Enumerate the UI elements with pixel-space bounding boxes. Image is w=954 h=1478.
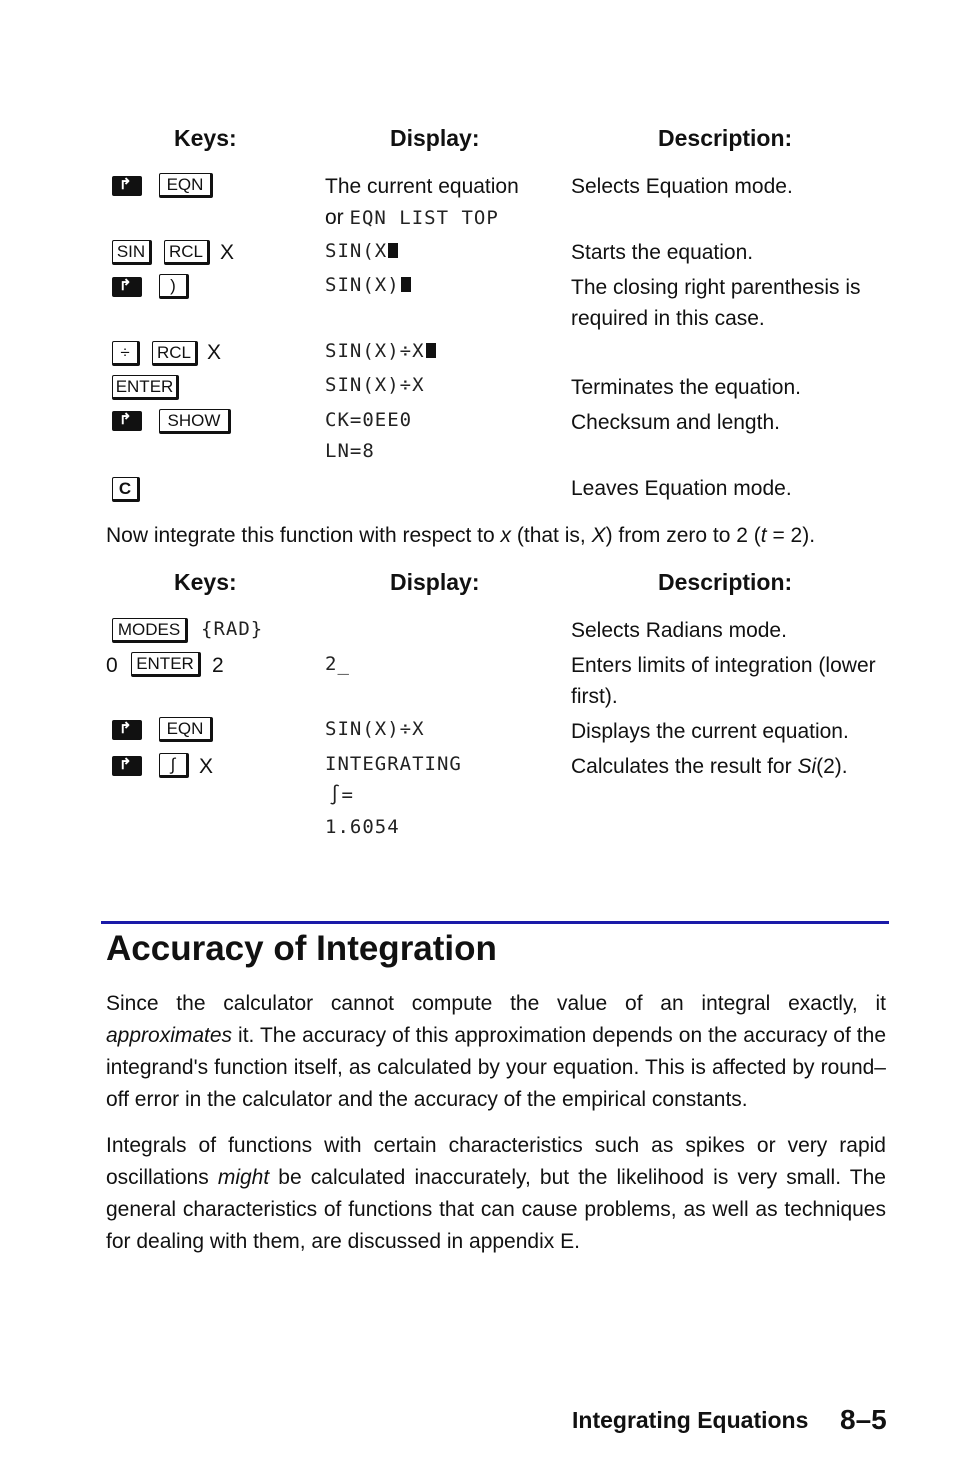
- lcd-display: SIN(X): [325, 270, 411, 301]
- description: Terminates the equation.: [571, 376, 801, 399]
- key-suffix: X: [199, 755, 214, 778]
- table1-header-display: Display:: [390, 125, 480, 151]
- description: Checksum and length.: [571, 411, 780, 434]
- description: Displays the current equation.: [571, 720, 849, 743]
- eqn-key: EQN: [159, 717, 213, 742]
- description: Selects Equation mode.: [571, 175, 793, 198]
- key-suffix: 2: [212, 654, 224, 677]
- section-rule: [101, 921, 889, 924]
- lcd-display: ∫=: [329, 784, 354, 806]
- key-suffix: X: [207, 341, 222, 364]
- cursor-icon: [388, 243, 398, 258]
- eqn-key: EQN: [159, 173, 213, 198]
- table1-header-description: Description:: [658, 125, 793, 151]
- rcl-key: RCL: [164, 240, 210, 265]
- show-key: SHOW: [159, 409, 231, 434]
- table2-header-description: Description:: [658, 569, 793, 595]
- enter-key: ENTER: [112, 375, 179, 400]
- modes-key: MODES: [112, 618, 188, 643]
- lcd-display: SIN(X)÷X: [325, 336, 436, 367]
- divide-key: ÷: [112, 341, 140, 366]
- footer-chapter: Integrating Equations: [572, 1407, 809, 1433]
- description: Enters limits of integration (lower: [571, 654, 876, 677]
- lcd-display: SIN(X: [325, 236, 398, 267]
- display-text-or: or EQN LIST TOP: [325, 206, 499, 229]
- description: first).: [571, 685, 618, 708]
- paragraph: Since the calculator cannot compute the value of an integral exactly, it approximates it. The accuracy of this approximation depends on the accuracy of the integrand's function itself, as calculated by your equation. This is affected by round–off error in the calculator and the accuracy of the empirical constants.: [106, 992, 886, 1111]
- right-paren-key: ): [159, 274, 189, 299]
- lcd-display: LN=8: [325, 440, 375, 462]
- cursor-icon: [401, 277, 411, 292]
- enter-key: ENTER: [131, 652, 201, 677]
- table2-header-display: Display:: [390, 569, 480, 595]
- lcd-display: SIN(X)÷X: [325, 374, 425, 396]
- lcd-display: 2_: [325, 653, 350, 675]
- cursor-icon: [426, 343, 436, 358]
- table1-header-keys: Keys:: [174, 125, 237, 151]
- lcd-display: INTEGRATING: [325, 753, 462, 775]
- lcd-display: 1.6054: [325, 816, 400, 838]
- display-text: The current equation: [325, 175, 519, 198]
- shift-key: [112, 176, 142, 196]
- shift-key: [112, 277, 142, 297]
- section-title: Accuracy of Integration: [106, 929, 497, 968]
- description: required in this case.: [571, 307, 765, 330]
- intro-text: Now integrate this function with respect to x (that is, X) from zero to 2 (t = 2).: [106, 524, 816, 547]
- lcd-display: CK=0EE0: [325, 409, 413, 431]
- sin-key: SIN: [112, 240, 152, 265]
- clear-key: C: [112, 477, 140, 502]
- description: The closing right parenthesis is: [571, 276, 861, 299]
- rcl-key: RCL: [152, 341, 198, 366]
- menu-rad: {RAD}: [201, 618, 264, 640]
- key-prefix: 0: [106, 654, 118, 677]
- description: Starts the equation.: [571, 241, 754, 264]
- shift-key: [112, 720, 142, 740]
- lcd-display: SIN(X)÷X: [325, 718, 425, 740]
- shift-key: [112, 411, 142, 431]
- description: Leaves Equation mode.: [571, 477, 792, 500]
- footer-page-number: 8–5: [840, 1404, 887, 1435]
- paragraph: Integrals of functions with certain characteristics such as spikes or very rapid oscillations might be calculated inaccurately, but the likelihood is very small. The general characteristics of functions that can cause problems, as well as techniques for dealing with them, are discussed in appendix E.: [106, 1134, 886, 1253]
- description: Calculates the result for Si(2).: [571, 755, 848, 778]
- key-suffix: X: [220, 241, 235, 264]
- shift-key: [112, 756, 142, 776]
- table2-header-keys: Keys:: [174, 569, 237, 595]
- description: Selects Radians mode.: [571, 619, 787, 642]
- integral-key: ∫: [159, 753, 189, 778]
